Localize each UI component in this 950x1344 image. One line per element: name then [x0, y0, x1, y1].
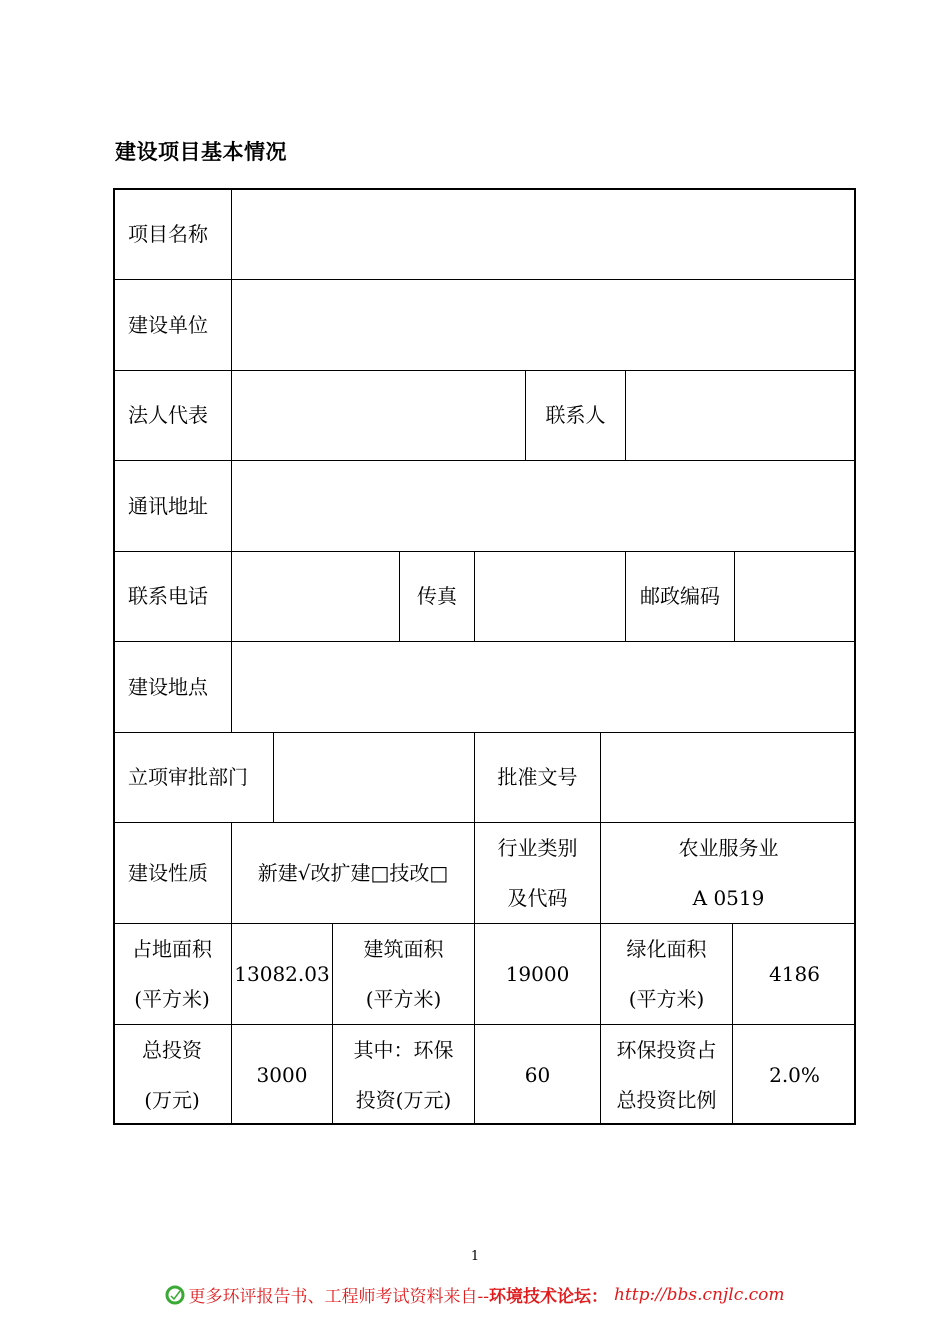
nature-value: 新建√改扩建□技改□ [257, 860, 449, 885]
page-title: 建设项目基本情况 [115, 140, 287, 164]
page-number: 1 [470, 1249, 480, 1264]
postcode-field[interactable] [735, 551, 856, 641]
project-info-table [113, 188, 856, 1125]
industry-label-line1: 行业类别 [497, 835, 578, 860]
footer-text: 更多环评报告书、工程师考试资料来自-- [188, 1287, 489, 1307]
approval-dept-field[interactable] [274, 732, 474, 822]
build-area-label-line1: 建筑面积 [363, 936, 444, 961]
industry-label [475, 822, 600, 923]
ratio-label [601, 1024, 732, 1125]
env-invest-label-line1: 其中：环保 [353, 1037, 454, 1062]
postcode-label: 邮政编码 [640, 584, 720, 608]
industry-value-line1: 农业服务业 [678, 835, 779, 860]
footer-forum-name: 环境技术论坛： [488, 1287, 608, 1307]
build-area-value: 19000 [505, 961, 570, 986]
green-area-label [601, 923, 732, 1024]
project-name-field[interactable] [232, 188, 856, 279]
site-field[interactable] [232, 641, 856, 732]
land-area-label-line2: (平方米) [134, 986, 210, 1011]
land-area-value: 13082.03 [234, 961, 330, 986]
ratio-value: 2.0% [769, 1062, 820, 1087]
approval-no-label: 批准文号 [497, 765, 578, 789]
legal-rep-label: 法人代表 [128, 403, 208, 427]
ratio-label-line2: 总投资比例 [616, 1087, 717, 1112]
build-area-label-line2: (平方米) [365, 986, 442, 1011]
green-area-label-line2: (平方米) [628, 986, 705, 1011]
contact-field[interactable] [626, 370, 856, 460]
ratio-label-line1: 环保投资占 [616, 1037, 717, 1062]
builder-label: 建设单位 [128, 312, 208, 337]
green-area-label-line1: 绿化面积 [626, 936, 707, 961]
project-name-label: 项目名称 [128, 221, 208, 246]
industry-value [601, 822, 856, 923]
approval-no-field[interactable] [601, 732, 856, 822]
legal-rep-field[interactable] [232, 370, 525, 460]
industry-value-line2: A 0519 [692, 885, 765, 910]
forum-logo-icon [165, 1285, 185, 1305]
build-area-label [333, 923, 474, 1024]
footer-banner [0, 1282, 950, 1307]
fax-label: 传真 [417, 584, 457, 608]
builder-field[interactable] [232, 279, 856, 370]
address-field[interactable] [232, 460, 856, 551]
phone-label: 联系电话 [128, 584, 208, 608]
invest-label [113, 1024, 231, 1125]
nature-label: 建设性质 [128, 860, 208, 885]
phone-field[interactable] [232, 551, 399, 641]
land-area-label-line1: 占地面积 [132, 936, 212, 961]
industry-label-line2: 及代码 [507, 885, 568, 910]
land-area-label [113, 923, 231, 1024]
green-area-value: 4186 [769, 961, 820, 986]
contact-label: 联系人 [545, 403, 606, 427]
site-label: 建设地点 [128, 674, 208, 699]
address-label: 通讯地址 [128, 493, 208, 518]
footer-url-link[interactable]: http://bbs.cnjlc.com [613, 1284, 785, 1305]
invest-label-line1: 总投资 [142, 1037, 202, 1062]
env-invest-label [333, 1024, 474, 1125]
invest-value: 3000 [256, 1062, 308, 1087]
env-invest-value: 60 [524, 1062, 551, 1087]
fax-field[interactable] [475, 551, 625, 641]
invest-label-line2: (万元) [144, 1087, 200, 1112]
env-invest-label-line2: 投资(万元) [355, 1087, 452, 1112]
approval-dept-label: 立项审批部门 [128, 765, 248, 789]
